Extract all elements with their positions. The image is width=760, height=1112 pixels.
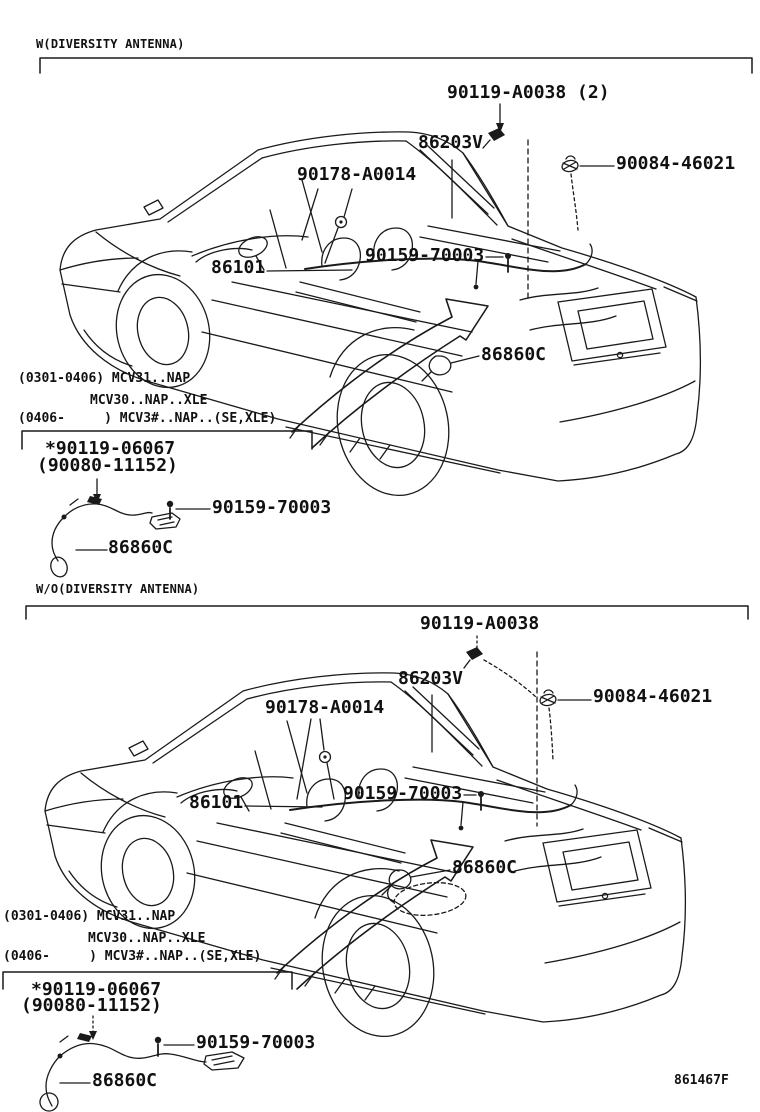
figure-code: 861467F <box>674 1073 729 1088</box>
applicability-line: (0301-0406) MCV31..NAP <box>3 909 176 924</box>
part-number-86860c-cord: 86860C <box>92 1070 158 1091</box>
screw-icon <box>155 1037 161 1056</box>
clamp-icon <box>77 1033 92 1042</box>
part-number-90080-11152: (90080-11152) <box>21 995 162 1016</box>
part-number-90119-06067: *90119-06067 <box>45 438 176 459</box>
part-number-90084-46021: 90084-46021 <box>616 153 736 174</box>
connector-icon <box>150 513 180 529</box>
part-number-86203v: 86203V <box>418 132 484 153</box>
applicability-line: MCV30..NAP..XLE <box>90 393 208 408</box>
part-number-90080-11152: (90080-11152) <box>37 455 178 476</box>
applicability-line: MCV30..NAP..XLE <box>88 931 206 946</box>
part-number-90119-06067: *90119-06067 <box>31 979 162 1000</box>
screw-icon <box>167 501 173 519</box>
clip-icon <box>539 690 557 707</box>
part-number-90119-a0038: 90119-A0038 <box>420 613 540 634</box>
part-number-90084-46021: 90084-46021 <box>593 686 713 707</box>
bolt-icon <box>464 647 483 668</box>
screw-icon <box>505 253 511 272</box>
part-number-86101: 86101 <box>211 257 266 278</box>
applicability-line: (0301-0406) MCV31..NAP <box>18 371 191 386</box>
part-number-90159-70003-cord: 90159-70003 <box>196 1032 316 1053</box>
section-title-without-diversity: W/O(DIVERSITY ANTENNA) <box>36 582 200 596</box>
part-number-86203v: 86203V <box>398 668 464 689</box>
connector-icon <box>204 1052 244 1070</box>
applicability-line: (0406- ) MCV3#..NAP..(SE,XLE) <box>18 411 277 426</box>
part-number-86860c-cord: 86860C <box>108 537 174 558</box>
ring-terminal-icon <box>320 752 331 763</box>
ring-terminal-icon <box>336 217 347 228</box>
part-number-86860c-trunk: 86860C <box>481 344 547 365</box>
part-number-90178-a0014: 90178-A0014 <box>265 697 385 718</box>
screw-icon <box>478 791 484 810</box>
part-number-90119-a0038-2: 90119-A0038 (2) <box>447 82 610 103</box>
applicability-line: (0406- ) MCV3#..NAP..(SE,XLE) <box>3 949 262 964</box>
part-number-86860c-trunk: 86860C <box>452 857 518 878</box>
part-number-90178-a0014: 90178-A0014 <box>297 164 417 185</box>
bolt-icon <box>483 128 505 148</box>
grommet-icon <box>382 870 411 895</box>
section-title-with-diversity: W(DIVERSITY ANTENNA) <box>36 37 185 51</box>
part-number-86101: 86101 <box>189 792 244 813</box>
clip-icon <box>561 156 579 173</box>
part-number-90159-70003-cord: 90159-70003 <box>212 497 332 518</box>
part-number-90159-70003-deck: 90159-70003 <box>365 245 485 266</box>
section1-overlays <box>22 58 752 579</box>
part-number-90159-70003-deck: 90159-70003 <box>343 783 463 804</box>
grommet-icon <box>422 356 451 381</box>
